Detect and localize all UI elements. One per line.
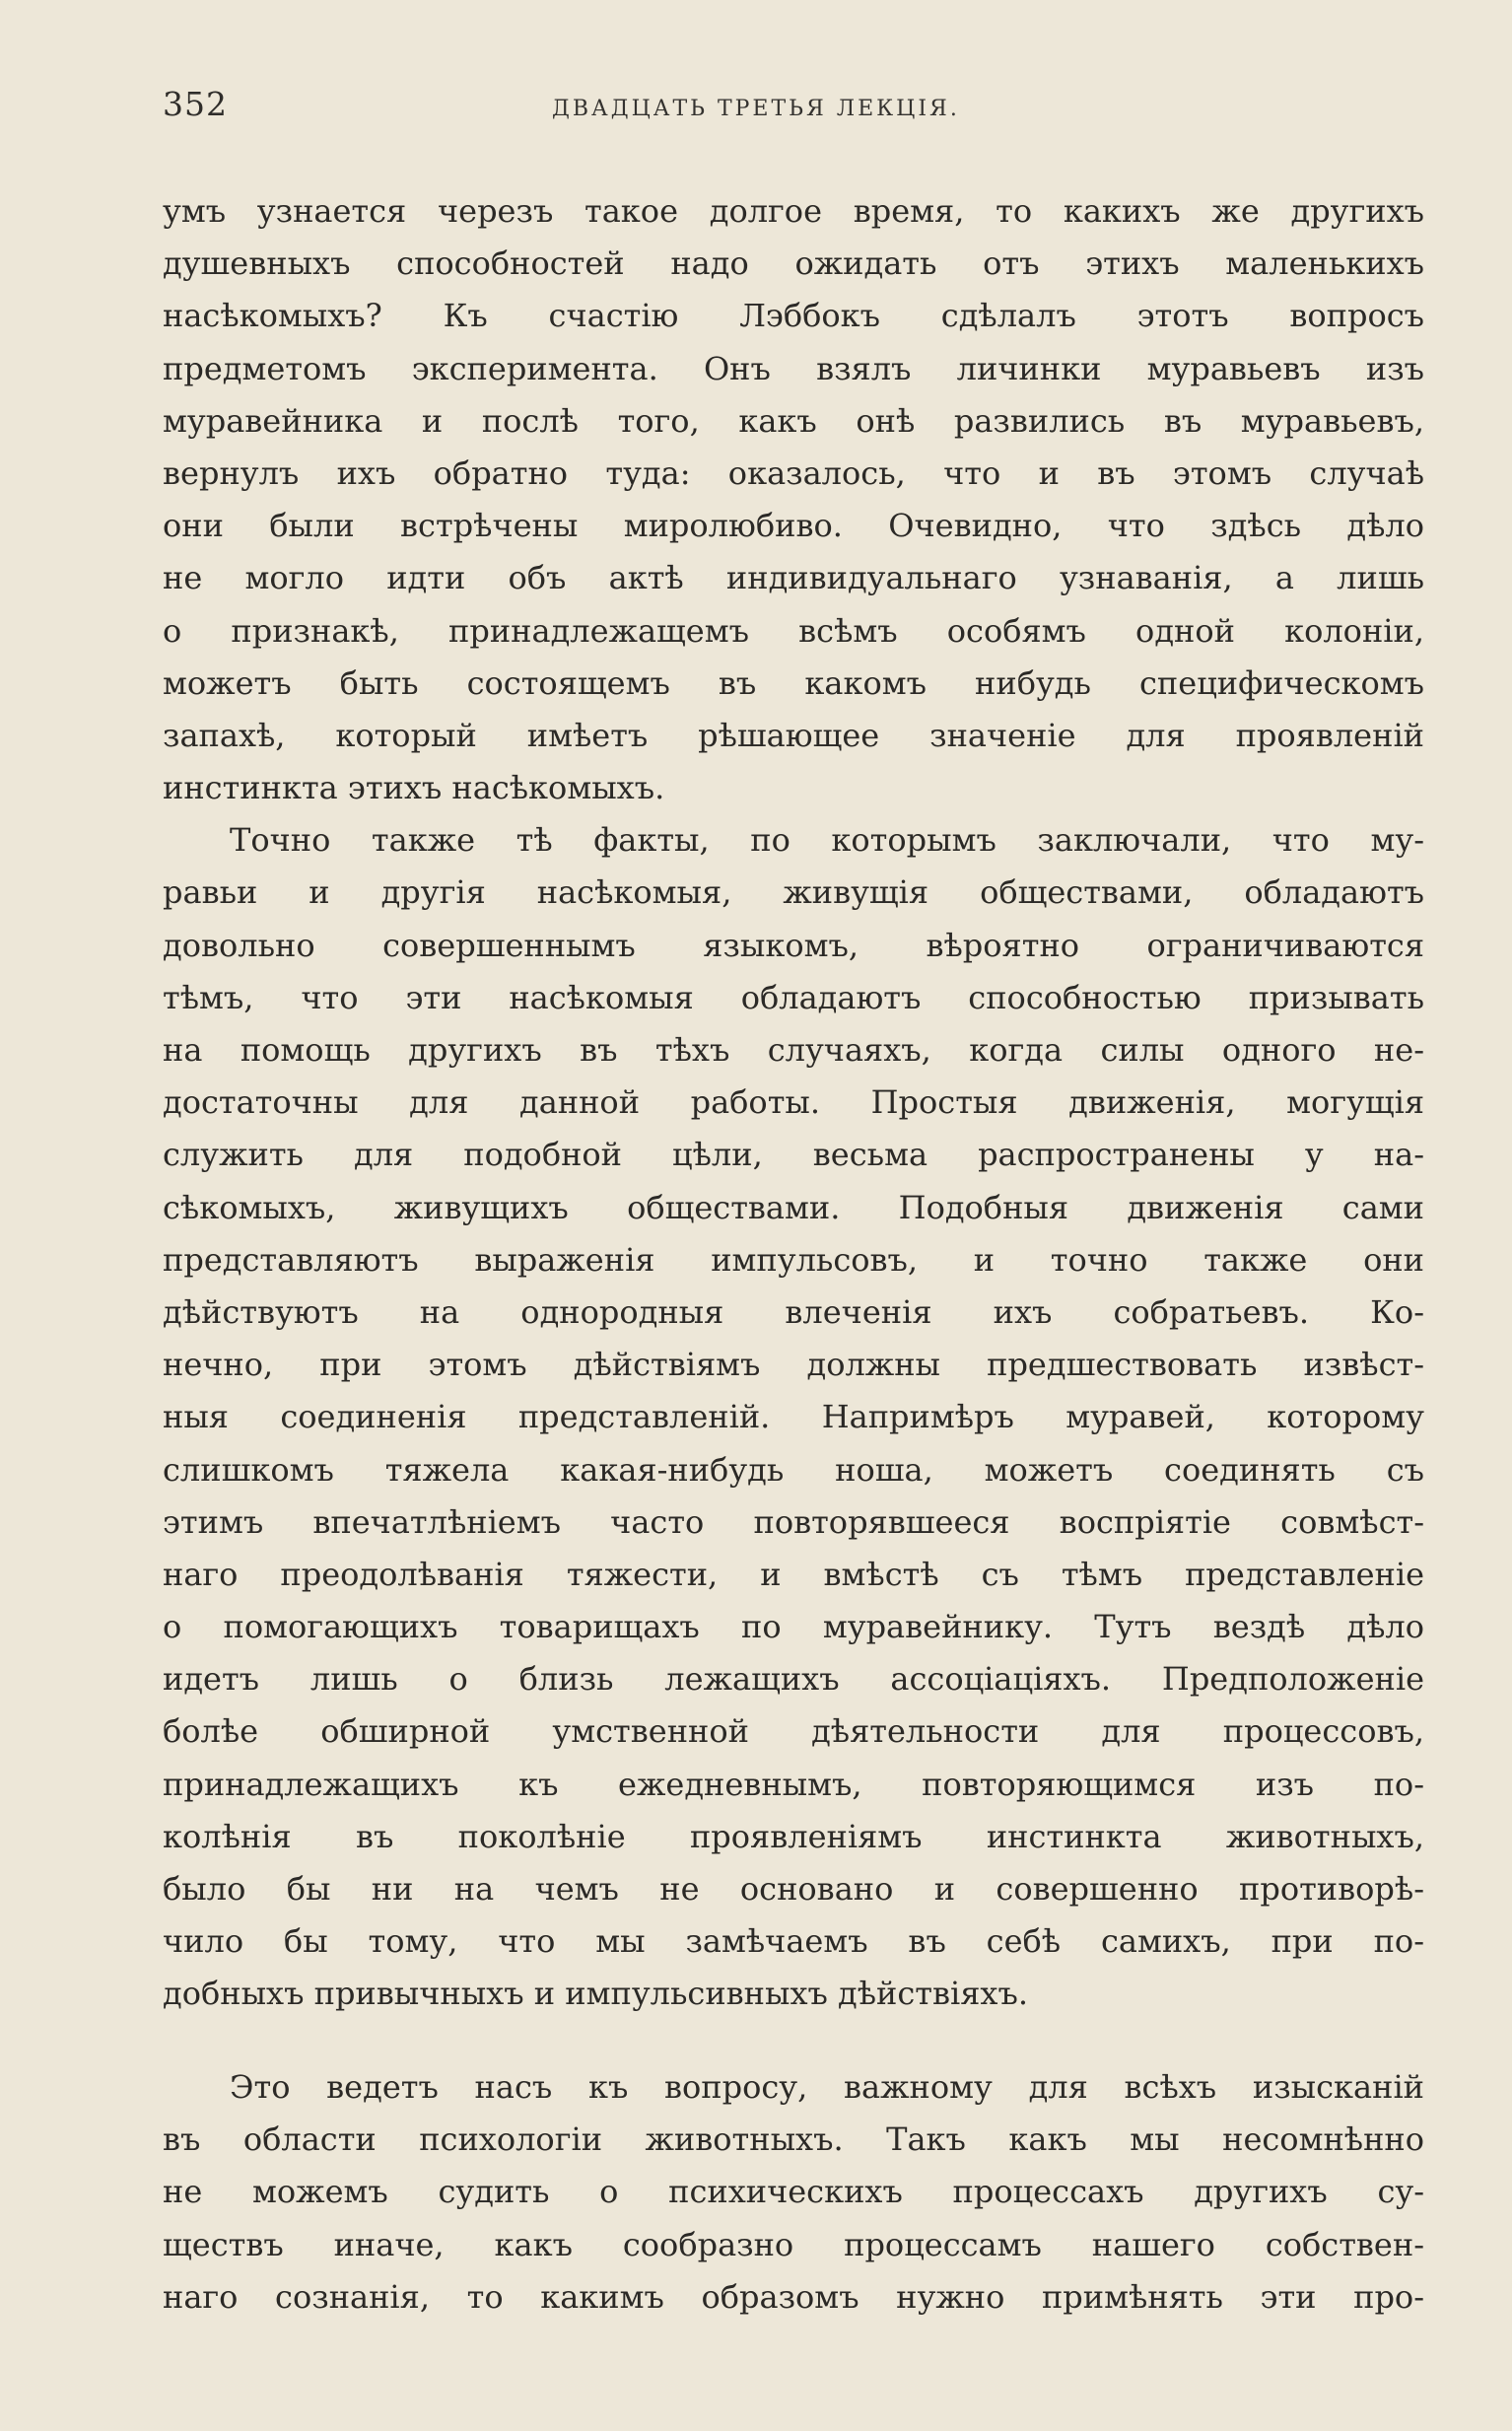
text-line: тѣмъ, что эти насѣкомыя обладаютъ способностью призывать xyxy=(163,978,1424,1016)
text-line: о признакѣ, принадлежащемъ всѣмъ особямъ одной колоніи, xyxy=(163,611,1424,650)
text-line: достаточны для данной работы. Простыя движенія, могущія xyxy=(163,1083,1424,1122)
text-line: добныхъ привычныхъ и импульсивныхъ дѣйствіяхъ. xyxy=(163,1975,1028,2013)
text-line: запахѣ, который имѣетъ рѣшающее значеніе для проявленій xyxy=(163,716,1424,754)
text-line: они были встрѣчены миролюбиво. Очевидно, что здѣсь дѣло xyxy=(163,507,1424,545)
text-line: принадлежащихъ къ ежедневнымъ, повторяющимся изъ по- xyxy=(163,1765,1424,1803)
text-line: идетъ лишь о близь лежащихъ ассоціаціяхъ. Предположеніе xyxy=(163,1660,1424,1699)
text-line: вернулъ ихъ обратно туда: оказалось, что и въ этомъ случаѣ xyxy=(163,453,1424,492)
body-text-block-2 xyxy=(163,2061,1424,2324)
text-line: предметомъ эксперимента. Онъ взялъ личинки муравьевъ изъ xyxy=(163,349,1424,387)
text-line: инстинкта этихъ насѣкомыхъ. xyxy=(163,769,665,807)
text-line: сѣкомыхъ, живущихъ обществами. Подобныя движенія сами xyxy=(163,1188,1424,1226)
text-line: можетъ быть состоящемъ въ какомъ нибудь специфическомъ xyxy=(163,663,1424,702)
text-line: дѣйствуютъ на однородныя влеченія ихъ собратьевъ. Ко- xyxy=(163,1292,1424,1331)
text-line: болѣе обширной умственной дѣятельности для процессовъ, xyxy=(163,1712,1424,1751)
running-head xyxy=(163,85,1424,134)
text-line: служить для подобной цѣли, весьма распространены у на- xyxy=(163,1136,1424,1174)
text-line: колѣнія въ поколѣніе проявленіямъ инстинкта животныхъ, xyxy=(163,1817,1424,1855)
text-line: насѣкомыхъ? Къ счастію Лэббокъ сдѣлалъ этотъ вопросъ xyxy=(163,297,1424,335)
text-line: наго преодолѣванія тяжести, и вмѣстѣ съ тѣмъ представленіе xyxy=(163,1555,1424,1593)
text-line: представляютъ выраженія импульсовъ, и точно также они xyxy=(163,1240,1424,1279)
running-title: ДВАДЦАТЬ ТРЕТЬЯ ЛЕКЦIЯ. xyxy=(552,97,960,121)
text-line: о помогающихъ товарищахъ по муравейнику. Тутъ вездѣ дѣло xyxy=(163,1608,1424,1646)
text-line: на помощь другихъ въ тѣхъ случаяхъ, когда силы одного не- xyxy=(163,1031,1424,1069)
paragraph-start-line: Точно также тѣ факты, по которымъ заключали, что му- xyxy=(230,821,1424,860)
text-line: ныя соединенія представленій. Напримѣръ муравей, которому xyxy=(163,1398,1424,1436)
text-line: слишкомъ тяжела какая-нибудь ноша, можетъ соединять съ xyxy=(163,1450,1424,1489)
text-line: равьи и другія насѣкомыя, живущія обществами, обладаютъ xyxy=(163,873,1424,912)
body-text-block-1 xyxy=(163,185,1424,2021)
text-line: наго сознанія, то какимъ образомъ нужно примѣнять эти про- xyxy=(163,2277,1424,2316)
text-line: ществъ иначе, какъ сообразно процессамъ нашего собствен- xyxy=(163,2225,1424,2263)
text-line: въ области психологіи животныхъ. Такъ какъ мы несомнѣнно xyxy=(163,2120,1424,2159)
text-line: не могло идти объ актѣ индивидуальнаго узнаванія, а лишь xyxy=(163,559,1424,597)
text-line: муравейника и послѣ того, какъ онѣ развились въ муравьевъ, xyxy=(163,401,1424,440)
text-line: было бы ни на чемъ не основано и совершенно противорѣ- xyxy=(163,1870,1424,1908)
text-line: довольно совершеннымъ языкомъ, вѣроятно ограничиваются xyxy=(163,926,1424,964)
text-line: чило бы тому, что мы замѣчаемъ въ себѣ самихъ, при по- xyxy=(163,1922,1424,1961)
text-line: нечно, при этомъ дѣйствіямъ должны предшествовать извѣст- xyxy=(163,1346,1424,1384)
paragraph-start-line: Это ведетъ насъ къ вопросу, важному для всѣхъ изысканій xyxy=(230,2068,1424,2106)
text-line: душевныхъ способностей надо ожидать отъ этихъ маленькихъ xyxy=(163,244,1424,283)
page-number: 352 xyxy=(163,85,228,123)
text-line: не можемъ судить о психическихъ процессахъ другихъ су- xyxy=(163,2173,1424,2211)
text-line: умъ узнается черезъ такое долгое время, то какихъ же другихъ xyxy=(163,192,1424,230)
text-line: этимъ впечатлѣніемъ часто повторявшееся воспріятіе совмѣст- xyxy=(163,1502,1424,1541)
